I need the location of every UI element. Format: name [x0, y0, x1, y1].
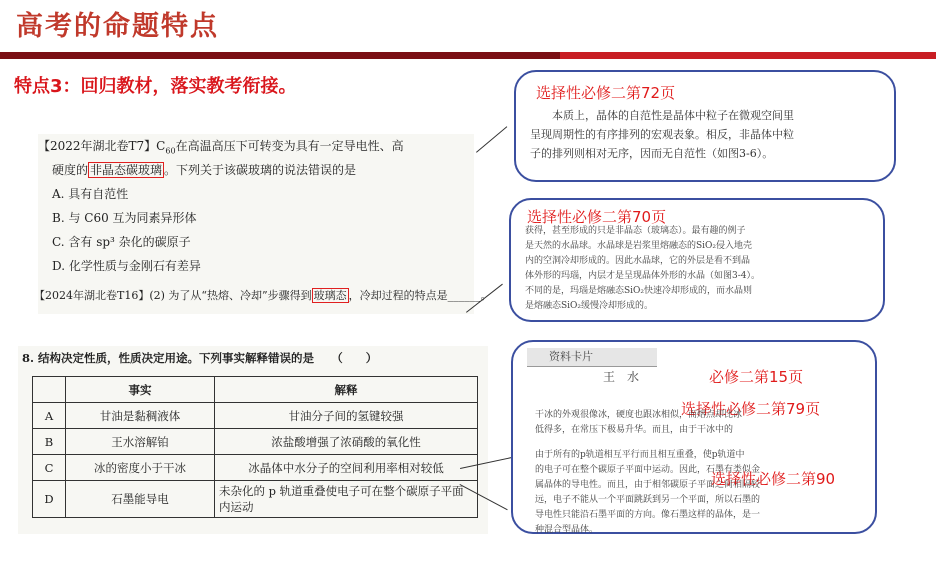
- feature-heading: 特点3：回归教材，落实教考衔接。: [14, 76, 297, 97]
- question-stem-line-2: 硬度的 非晶态碳玻璃 。下列关于该碳玻璃的说法错误的是: [52, 163, 357, 177]
- highlight-amorphous-carbon-glass: 非晶态碳玻璃: [90, 163, 163, 177]
- question-8-stem: 8. 结构决定性质，性质决定用途。下列事实解释错误的是 （ ）: [22, 351, 378, 365]
- option-a: A. 具有自范性: [52, 187, 129, 201]
- page-title: 高考的命题特点: [16, 11, 219, 42]
- exam-question-1: [34, 134, 492, 314]
- textbook-excerpt: 获得，甚至形成的只是非晶态（玻璃态）。最有趣的例子 是天然的水晶球。水晶球是岩浆里熔融态的SiO₂侵入地壳 内的空洞冷却形成的。因此水晶球，它的外层是看不到晶 体外形的玛瑙，内层才是呈现晶体外形的水晶（如图3-4）。 不同的是，玛瑙是熔融态SiO₂快速冷却形成的，而水晶则 是熔融态SiO₂缓慢冷却形成的。: [525, 226, 760, 311]
- textbook-excerpt: 由于所有的p轨道相互平行而且相互重叠，使p轨道中 的电子可在整个碳原子平面中运动。因此，石墨有类似金 属晶体的导电性。而且，由于相邻碳原子平面之间相隔较 远，电子不能从一个平面跳跃到另一个平面，所以石墨的 导电性只能沿石墨平面的方向。像石墨这样的晶体，是一 种混合型晶体。: [535, 450, 761, 535]
- exam-question-8: [18, 346, 488, 534]
- page-reference-label: 选择性必修二第72页: [536, 84, 676, 102]
- table-row: B 王水溶解铂 浓盐酸增强了浓硝酸的氧化性: [33, 429, 478, 455]
- info-card-header: 资料卡片: [527, 348, 657, 367]
- title-underline-red: [560, 52, 936, 59]
- question-2024: 【2024年湖北卷T16】(2) 为了从“热熔、冷却”步骤得到 玻璃态 ，冷却过程的特点是______。: [34, 289, 492, 302]
- textbook-excerpt: 干冰的外观很像冰，硬度也跟冰相似，而熔点却比冰 低得多，在常压下极易升华。而且，由于干冰中的: [535, 410, 743, 435]
- callout-textbook-p70: [509, 198, 885, 322]
- callout-textbook-multi: [511, 340, 877, 534]
- page-reference-label: 必修二第15页: [709, 368, 804, 386]
- connector-line: [476, 126, 507, 152]
- table-row: A 甘油是黏稠液体 甘油分子间的氢键较强: [33, 403, 478, 429]
- option-d: D. 化学性质与金刚石有差异: [52, 259, 201, 273]
- textbook-excerpt: 本质上，晶体的自范性是晶体中粒子在微观空间里 呈现周期性的有序排列的宏观表象。相反，非晶体中粒 子的排列则相对无序，因而无自范性（如图3-6）。: [530, 109, 794, 160]
- option-b: B. 与 C60 互为同素异形体: [52, 211, 197, 225]
- fact-explanation-table: [32, 376, 478, 518]
- page-reference-label: 选择性必修二第79页: [681, 400, 821, 418]
- table-row: C 冰的密度小于干冰 冰晶体中水分子的空间利用率相对较低: [33, 455, 478, 481]
- highlight-glass-state: 玻璃态: [313, 289, 347, 302]
- page-reference-label: 选择性必修二第70页: [527, 208, 667, 226]
- question-stem-line-1: 【2022年湖北卷T7】$C_{60}$在高温高压下可转变为具有一定导电性、高: [38, 139, 404, 156]
- info-card-title: 王 水: [603, 370, 640, 384]
- table-header-row: 事实 解释: [33, 377, 478, 403]
- option-c: C. 含有 sp³ 杂化的碳原子: [52, 235, 191, 249]
- callout-textbook-p72: [514, 70, 896, 182]
- title-underline-dark: [0, 52, 560, 59]
- page-reference-label: 选择性必修二第90: [711, 470, 836, 488]
- table-row: D 石墨能导电 未杂化的 p 轨道重叠使电子可在整个碳原子平面内运动: [33, 481, 478, 518]
